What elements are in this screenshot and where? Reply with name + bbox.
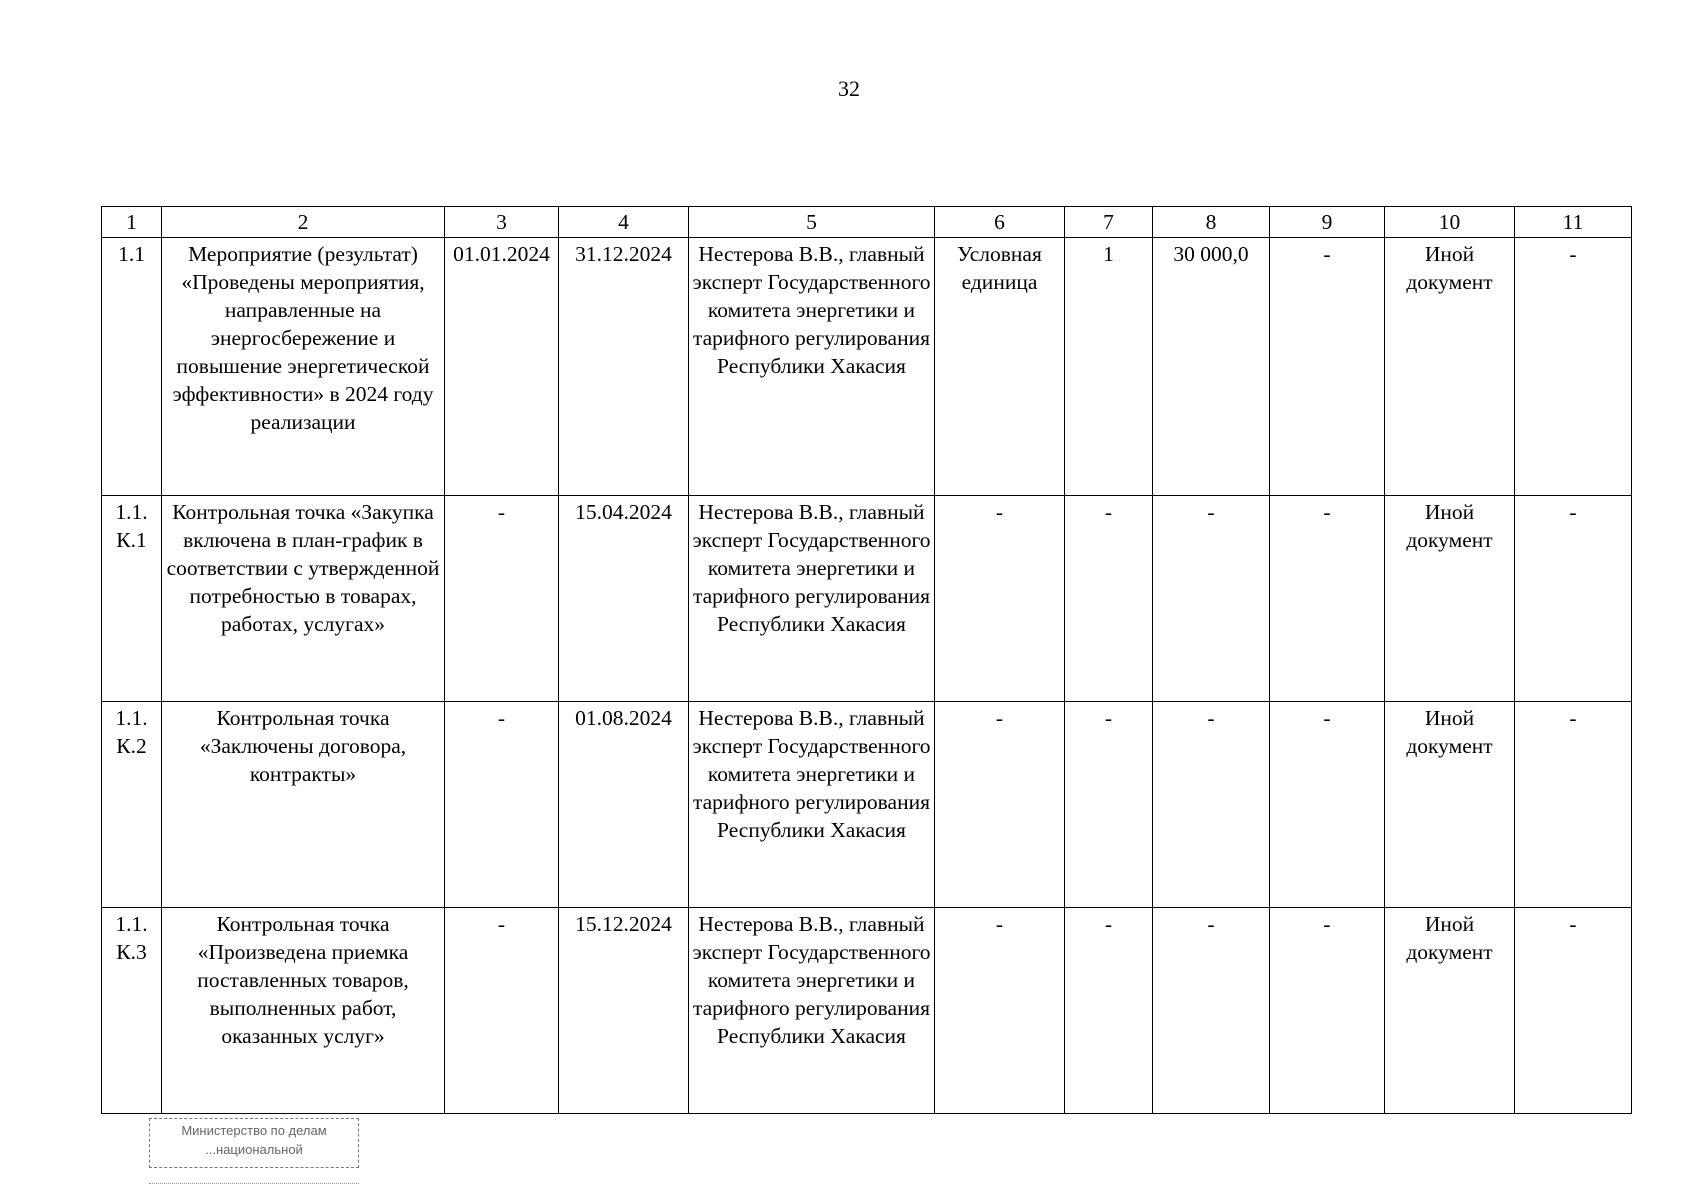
row-responsible: Нестерова В.В., главный эксперт Государственного комитета энергетики и тарифного регулирования Республики Хакасия — [689, 908, 935, 1114]
row-col11: - — [1515, 908, 1632, 1114]
row-budget: 30 000,0 — [1153, 238, 1270, 496]
header-cell: 8 — [1153, 207, 1270, 238]
row-document: Иной документ — [1385, 238, 1515, 496]
header-cell: 1 — [102, 207, 162, 238]
row-start-date: - — [445, 908, 559, 1114]
row-start-date: - — [445, 702, 559, 908]
header-cell: 10 — [1385, 207, 1515, 238]
row-budget: - — [1153, 702, 1270, 908]
header-row — [102, 207, 1632, 238]
row-budget: - — [1153, 496, 1270, 702]
header-cell: 9 — [1270, 207, 1385, 238]
row-number: 1.1. К.1 — [102, 496, 162, 702]
header-cell: 7 — [1065, 207, 1153, 238]
row-responsible: Нестерова В.В., главный эксперт Государственного комитета энергетики и тарифного регулирования Республики Хакасия — [689, 238, 935, 496]
stamp-line-2: ...национальной — [205, 1142, 303, 1157]
row-end-date: 15.04.2024 — [559, 496, 689, 702]
row-unit: - — [935, 496, 1065, 702]
row-col11: - — [1515, 496, 1632, 702]
row-budget: - — [1153, 908, 1270, 1114]
row-end-date: 15.12.2024 — [559, 908, 689, 1114]
table-row — [102, 908, 1632, 1114]
row-document: Иной документ — [1385, 496, 1515, 702]
row-col11: - — [1515, 238, 1632, 496]
row-value: - — [1065, 908, 1153, 1114]
row-unit: - — [935, 908, 1065, 1114]
row-number: 1.1. К.2 — [102, 702, 162, 908]
header-cell: 6 — [935, 207, 1065, 238]
row-name: Контрольная точка «Закупка включена в план-график в соответствии с утвержденной потребностью в товарах, работах, услугах» — [162, 496, 445, 702]
row-responsible: Нестерова В.В., главный эксперт Государственного комитета энергетики и тарифного регулирования Республики Хакасия — [689, 496, 935, 702]
page-number: 32 — [838, 76, 860, 101]
row-col9: - — [1270, 908, 1385, 1114]
row-start-date: 01.01.2024 — [445, 238, 559, 496]
row-col9: - — [1270, 238, 1385, 496]
row-name: Контрольная точка «Заключены договора, контракты» — [162, 702, 445, 908]
row-value: - — [1065, 702, 1153, 908]
row-unit: - — [935, 702, 1065, 908]
table-row — [102, 238, 1632, 496]
row-value: 1 — [1065, 238, 1153, 496]
table-row — [102, 702, 1632, 908]
header-cell: 3 — [445, 207, 559, 238]
row-responsible: Нестерова В.В., главный эксперт Государственного комитета энергетики и тарифного регулирования Республики Хакасия — [689, 702, 935, 908]
row-document: Иной документ — [1385, 908, 1515, 1114]
header-cell: 11 — [1515, 207, 1632, 238]
header-cell: 4 — [559, 207, 689, 238]
row-number: 1.1 — [102, 238, 162, 496]
ministry-stamp — [149, 1118, 359, 1168]
stamp-underline — [149, 1183, 359, 1184]
header-cell: 2 — [162, 207, 445, 238]
header-cell: 5 — [689, 207, 935, 238]
row-name: Мероприятие (результат) «Проведены мероприятия, направленные на энергосбережение и повышение энергетической эффективности» в 2024 году реализации — [162, 238, 445, 496]
row-col11: - — [1515, 702, 1632, 908]
row-col9: - — [1270, 702, 1385, 908]
row-end-date: 31.12.2024 — [559, 238, 689, 496]
row-unit: Условная единица — [935, 238, 1065, 496]
row-name: Контрольная точка «Произведена приемка поставленных товаров, выполненных работ, оказанных услуг» — [162, 908, 445, 1114]
row-value: - — [1065, 496, 1153, 702]
row-end-date: 01.08.2024 — [559, 702, 689, 908]
plan-table — [101, 206, 1632, 1114]
row-number: 1.1. К.3 — [102, 908, 162, 1114]
stamp-line-1: Министерство по делам — [181, 1123, 327, 1138]
row-start-date: - — [445, 496, 559, 702]
row-col9: - — [1270, 496, 1385, 702]
table-row — [102, 496, 1632, 702]
row-document: Иной документ — [1385, 702, 1515, 908]
